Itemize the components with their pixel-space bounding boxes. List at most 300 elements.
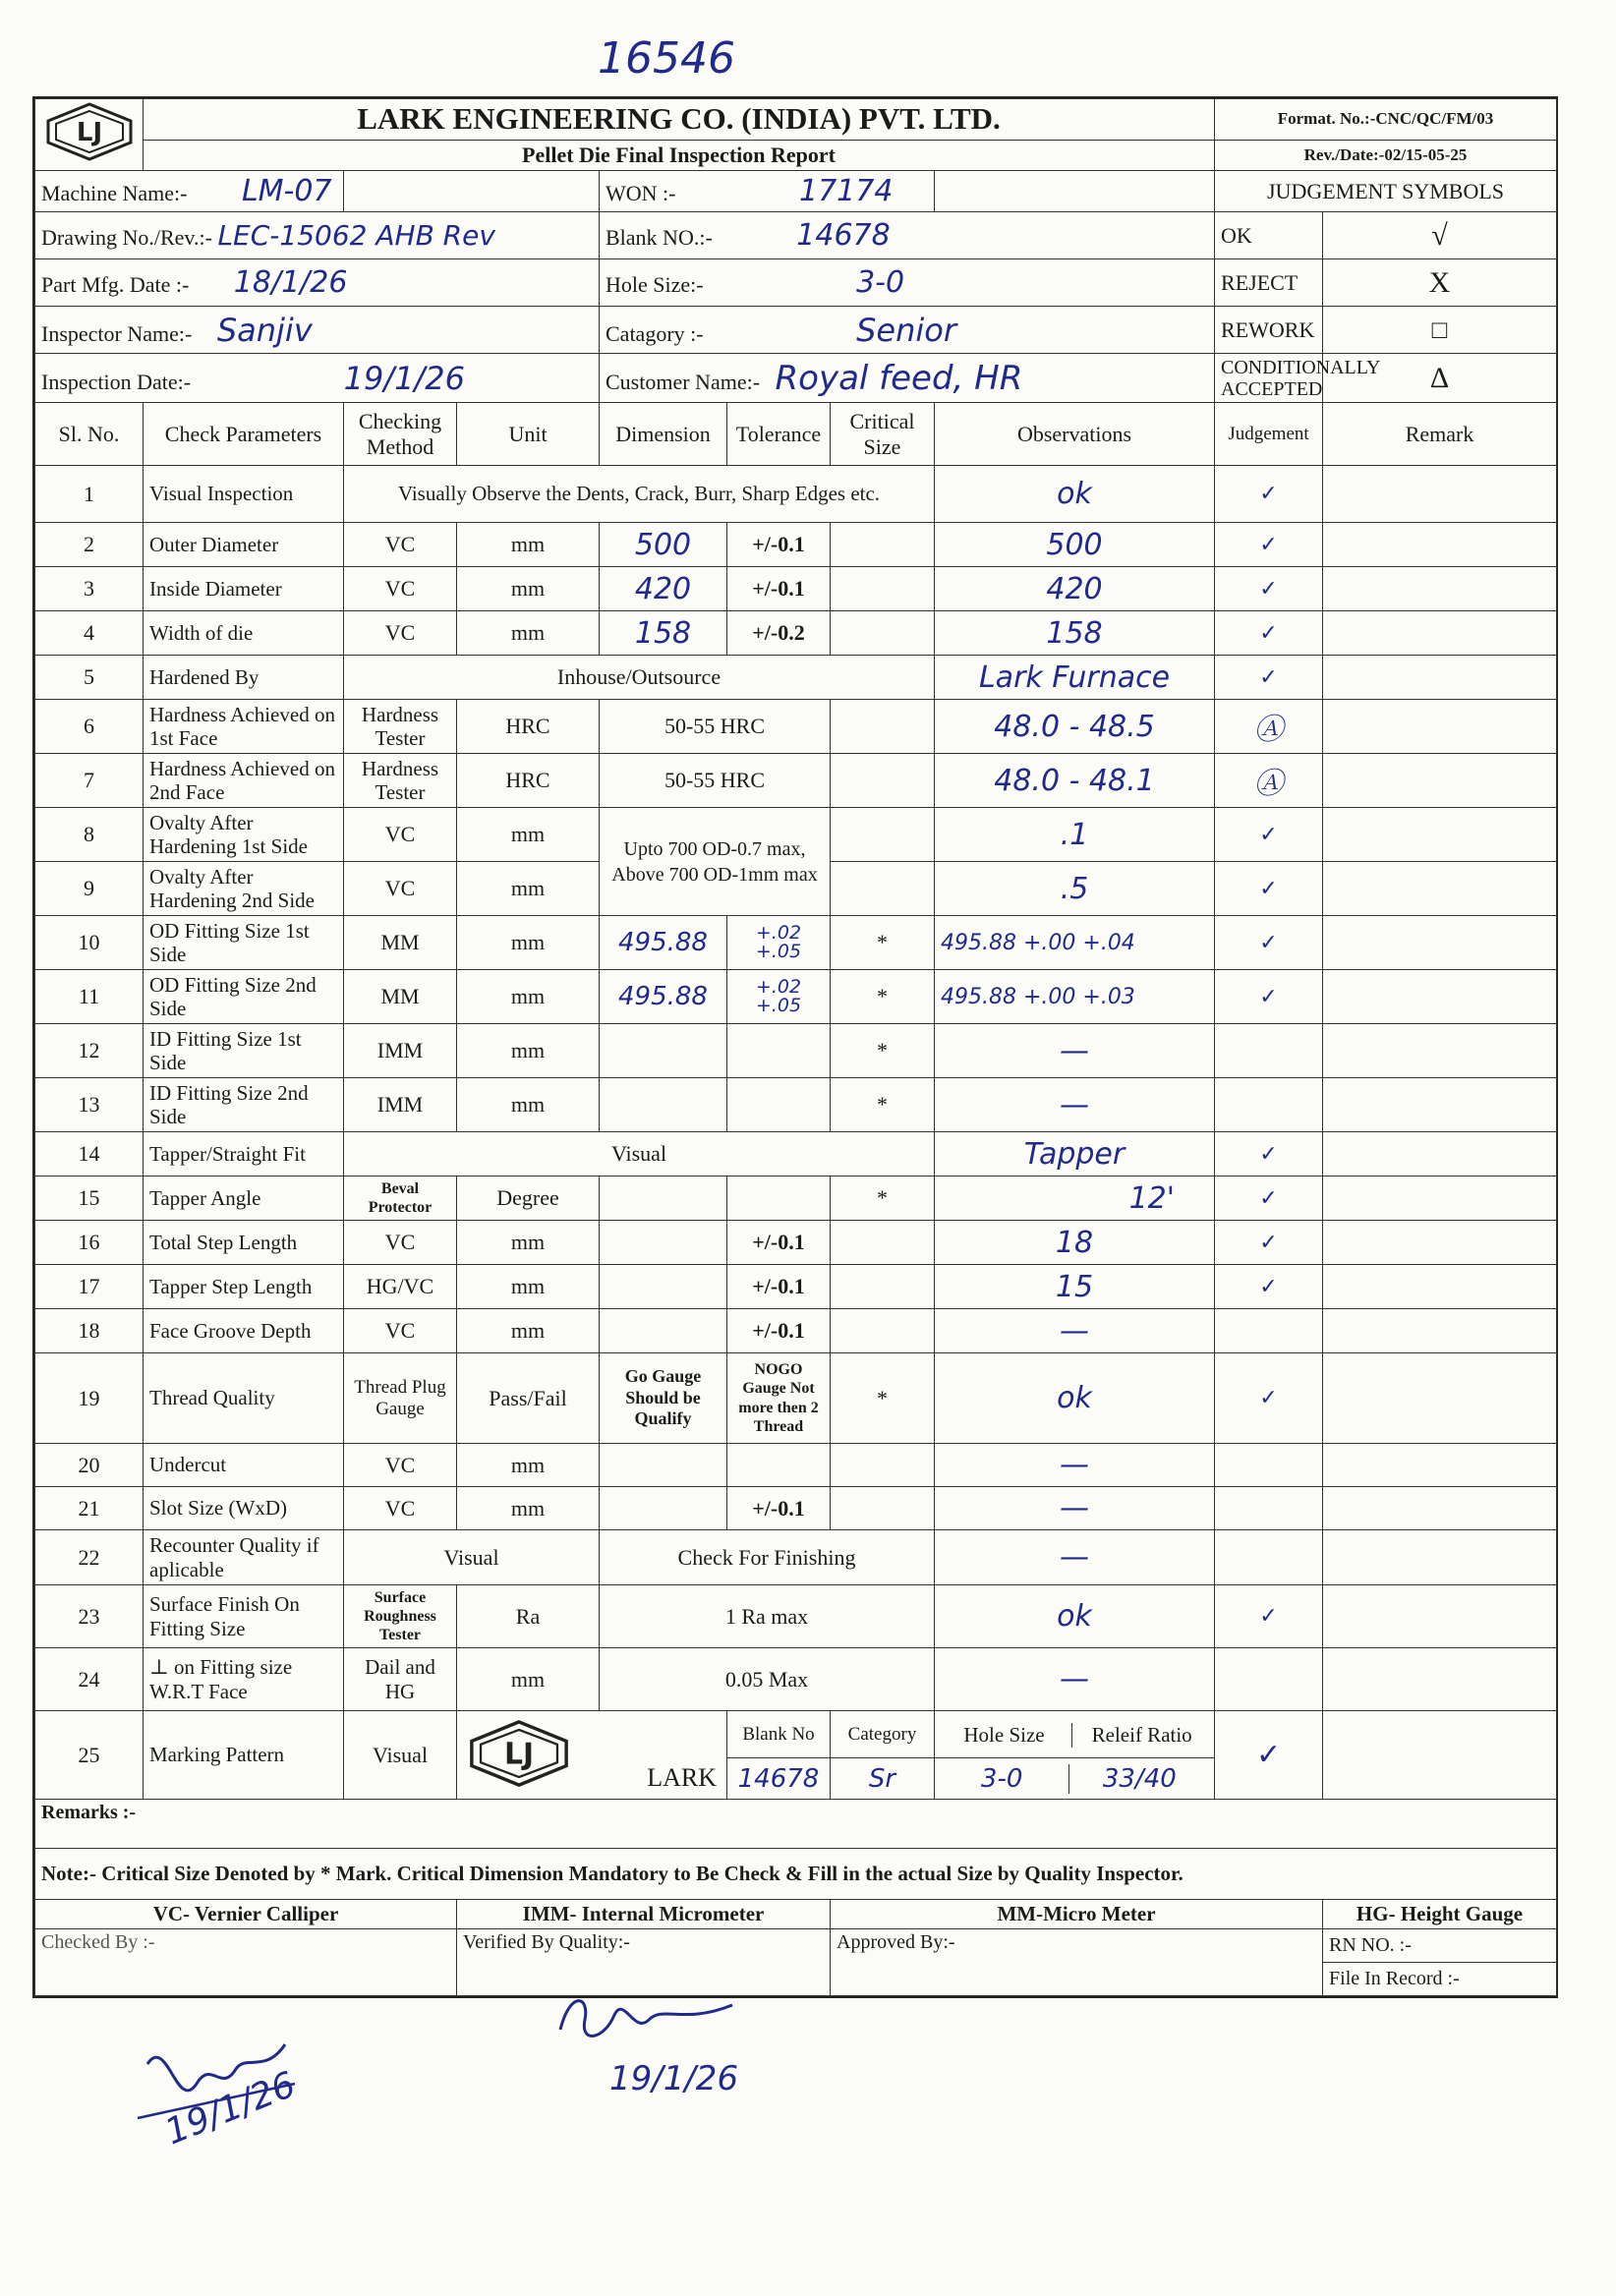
judgement: ✓	[1215, 1221, 1323, 1265]
judgement	[1215, 1648, 1323, 1711]
observation: 12'	[935, 1177, 1215, 1221]
judgement: Ⓐ	[1215, 700, 1323, 754]
table-row	[35, 1024, 1557, 1078]
dimension-spec: 0.05 Max	[600, 1648, 935, 1711]
lark-logo-icon	[42, 101, 137, 162]
blank-no-label: Blank No	[727, 1711, 831, 1758]
table-row	[35, 1078, 1557, 1132]
remark	[1323, 611, 1557, 656]
hole-size-label: Hole Size:-	[606, 272, 704, 297]
judgement: ✓	[1215, 466, 1323, 523]
dimension	[600, 1177, 727, 1221]
check-parameter: Recounter Quality if aplicable	[144, 1530, 344, 1585]
critical-size	[831, 1221, 935, 1265]
dimension: 420	[600, 567, 727, 611]
judgement	[1215, 1309, 1323, 1353]
check-parameter: ID Fitting Size 1st Side	[144, 1024, 344, 1078]
remark	[1323, 1078, 1557, 1132]
observation: 495.88 +.00 +.04	[935, 916, 1215, 970]
dimension-spec: 1 Ra max	[600, 1585, 935, 1648]
critical-size	[831, 523, 935, 567]
tolerance: +/-0.1	[727, 523, 831, 567]
checking-method: VC	[344, 808, 457, 862]
machine-name-label: Machine Name:-	[41, 181, 188, 205]
table-row	[35, 1309, 1557, 1353]
observation: 15	[935, 1265, 1215, 1309]
symbol-conditional-label: CONDITIONALLY ACCEPTED	[1215, 354, 1323, 403]
tolerance	[727, 1444, 831, 1487]
row-number: 8	[35, 808, 144, 862]
symbol-ok-label: OK	[1215, 212, 1323, 259]
judgement	[1215, 1530, 1323, 1585]
observation: ok	[935, 1353, 1215, 1444]
row-number: 12	[35, 1024, 144, 1078]
judgement	[1215, 1444, 1323, 1487]
check-parameter: Hardness Achieved on 2nd Face	[144, 754, 344, 808]
mfg-date-label: Part Mfg. Date :-	[41, 272, 190, 297]
remark	[1323, 1177, 1557, 1221]
critical-size	[831, 611, 935, 656]
observation: .5	[935, 862, 1215, 916]
table-row	[35, 1177, 1557, 1221]
observation: —	[935, 1444, 1215, 1487]
lark-marking-logo-icon	[465, 1717, 573, 1790]
dimension	[600, 1221, 727, 1265]
table-row	[35, 523, 1557, 567]
critical-size	[831, 1309, 935, 1353]
unit: mm	[457, 1221, 600, 1265]
row-number: 15	[35, 1177, 144, 1221]
hole-size-value: 3-0	[856, 265, 905, 300]
table-row	[35, 1353, 1557, 1444]
row-number: 4	[35, 611, 144, 656]
observation: —	[935, 1648, 1215, 1711]
tolerance	[727, 1078, 831, 1132]
judgement: ✓	[1215, 970, 1323, 1024]
table-row	[35, 1132, 1557, 1177]
judgement: ✓	[1215, 1711, 1323, 1800]
tolerance: +/-0.1	[727, 1487, 831, 1530]
observation: 500	[935, 523, 1215, 567]
judgement: Ⓐ	[1215, 754, 1323, 808]
observation: ok	[935, 1585, 1215, 1648]
tolerance: +/-0.1	[727, 567, 831, 611]
check-parameter: Ovalty After Hardening 2nd Side	[144, 862, 344, 916]
unit: mm	[457, 970, 600, 1024]
table-row	[35, 1487, 1557, 1530]
row-number: 11	[35, 970, 144, 1024]
observation: 420	[935, 567, 1215, 611]
hole-relief-values	[935, 1758, 1215, 1800]
checking-method: Beval Protector	[344, 1177, 457, 1221]
critical-size	[831, 1487, 935, 1530]
row-number: 13	[35, 1078, 144, 1132]
observation: —	[935, 1487, 1215, 1530]
observation: ok	[935, 466, 1215, 523]
dimension: 500	[600, 523, 727, 567]
remark	[1323, 656, 1557, 700]
row-number: 3	[35, 567, 144, 611]
judgement	[1215, 1487, 1323, 1530]
row-number: 17	[35, 1265, 144, 1309]
remark	[1323, 1353, 1557, 1444]
dimension-spec: Check For Finishing	[600, 1530, 935, 1585]
remarks: Remarks :-	[35, 1800, 1557, 1849]
checking-method: VC	[344, 862, 457, 916]
observation: 18	[935, 1221, 1215, 1265]
judgement: ✓	[1215, 808, 1323, 862]
legend-vc: VC- Vernier Calliper	[35, 1900, 457, 1929]
check-parameter: Hardness Achieved on 1st Face	[144, 700, 344, 754]
dimension	[600, 1487, 727, 1530]
check-parameter: ID Fitting Size 2nd Side	[144, 1078, 344, 1132]
hole-relief-labels	[935, 1711, 1215, 1758]
tolerance: NOGO Gauge Not more then 2 Thread	[727, 1353, 831, 1444]
row-number: 9	[35, 862, 144, 916]
verified-by: Verified By Quality:-	[457, 1929, 831, 1996]
checking-method: Visual	[344, 1711, 457, 1800]
remark	[1323, 466, 1557, 523]
blank-label: Blank NO.:-	[606, 225, 713, 250]
category-label: Category	[831, 1711, 935, 1758]
table-row	[35, 808, 1557, 862]
category-field	[600, 307, 1215, 354]
col-dimension: Dimension	[600, 403, 727, 466]
judgement: ✓	[1215, 1132, 1323, 1177]
unit: HRC	[457, 754, 600, 808]
check-parameter: ⊥ on Fitting size W.R.T Face	[144, 1648, 344, 1711]
hole-size-label: Hole Size	[963, 1722, 1045, 1747]
remark	[1323, 1024, 1557, 1078]
table-row	[35, 611, 1557, 656]
legend-mm: MM-Micro Meter	[831, 1900, 1323, 1929]
checking-method: MM	[344, 916, 457, 970]
remark	[1323, 916, 1557, 970]
customer-field	[600, 354, 1215, 403]
blank-value: 14678	[796, 218, 891, 253]
unit: HRC	[457, 700, 600, 754]
remark	[1323, 1444, 1557, 1487]
col-check-parameters: Check Parameters	[144, 403, 344, 466]
drawing-value: LEC-15062 AHB Rev	[217, 219, 495, 252]
won-value: 17174	[798, 174, 894, 208]
checking-method: VC	[344, 1309, 457, 1353]
row-number: 14	[35, 1132, 144, 1177]
row-number: 22	[35, 1530, 144, 1585]
symbol-rework: □	[1323, 307, 1557, 354]
check-parameter: Total Step Length	[144, 1221, 344, 1265]
dimension	[600, 1309, 727, 1353]
dimension-spec: 50-55 HRC	[600, 754, 831, 808]
table-row	[35, 754, 1557, 808]
row-number: 21	[35, 1487, 144, 1530]
tolerance	[727, 1024, 831, 1078]
col-critical-size: Critical Size	[831, 403, 935, 466]
won-field	[600, 171, 935, 212]
category-value: Senior	[856, 311, 956, 349]
table-row	[35, 1530, 1557, 1585]
symbol-rework-label: REWORK	[1215, 307, 1323, 354]
svg-text:LJ: LJ	[76, 118, 102, 147]
check-parameter: Visual Inspection	[144, 466, 344, 523]
tolerance: +.02 +.05	[727, 916, 831, 970]
judgement	[1215, 1078, 1323, 1132]
checking-method: VC	[344, 523, 457, 567]
unit: mm	[457, 862, 600, 916]
customer-value: Royal feed, HR	[775, 358, 1023, 398]
tolerance	[727, 1177, 831, 1221]
checking-method: MM	[344, 970, 457, 1024]
inspection-date-field	[35, 354, 600, 403]
unit: mm	[457, 1309, 600, 1353]
company-logo	[35, 99, 144, 171]
unit: mm	[457, 1078, 600, 1132]
inspection-report-sheet	[32, 96, 1558, 1998]
checking-method: IMM	[344, 1024, 457, 1078]
table-row	[35, 1265, 1557, 1309]
tolerance: +/-0.1	[727, 1309, 831, 1353]
table-row	[35, 1711, 1557, 1758]
dimension: 158	[600, 611, 727, 656]
critical-size: *	[831, 1078, 935, 1132]
hole-size-field	[600, 259, 1215, 307]
dimension	[600, 1024, 727, 1078]
machine-name-field	[35, 171, 344, 212]
hole-size-value: 3-0	[980, 1763, 1023, 1794]
judgement-symbols-title: JUDGEMENT SYMBOLS	[1215, 171, 1557, 212]
inspector-value: Sanjiv	[216, 311, 313, 349]
observation: Tapper	[935, 1132, 1215, 1177]
check-parameter: Undercut	[144, 1444, 344, 1487]
col-observations: Observations	[935, 403, 1215, 466]
remark	[1323, 808, 1557, 862]
judgement: ✓	[1215, 1585, 1323, 1648]
checking-method: HG/VC	[344, 1265, 457, 1309]
tolerance: +/-0.2	[727, 611, 831, 656]
table-row	[35, 567, 1557, 611]
unit: mm	[457, 1487, 600, 1530]
observation: 48.0 - 48.5	[935, 700, 1215, 754]
critical-size: *	[831, 1177, 935, 1221]
remark	[1323, 1530, 1557, 1585]
observation: 495.88 +.00 +.03	[935, 970, 1215, 1024]
inspector-field	[35, 307, 600, 354]
format-number: Format. No.:-CNC/QC/FM/03	[1215, 99, 1557, 141]
row-number: 16	[35, 1221, 144, 1265]
tolerance: +.02 +.05	[727, 970, 831, 1024]
check-parameter: Face Groove Depth	[144, 1309, 344, 1353]
check-parameter: Tapper Angle	[144, 1177, 344, 1221]
table-row	[35, 700, 1557, 754]
relief-ratio-value: 33/40	[1068, 1764, 1209, 1794]
blank-field	[600, 212, 1215, 259]
svg-text:LJ: LJ	[503, 1737, 535, 1772]
unit: Ra	[457, 1585, 600, 1648]
critical-size: *	[831, 1024, 935, 1078]
method-spec: Visually Observe the Dents, Crack, Burr, Sharp Edges etc.	[344, 466, 935, 523]
legend-hg: HG- Height Gauge	[1323, 1900, 1557, 1929]
checking-method: Dail and HG	[344, 1648, 457, 1711]
critical-size: *	[831, 970, 935, 1024]
check-parameter: Tapper/Straight Fit	[144, 1132, 344, 1177]
col-tolerance: Tolerance	[727, 403, 831, 466]
critical-size	[831, 700, 935, 754]
check-parameter: OD Fitting Size 1st Side	[144, 916, 344, 970]
inspector-label: Inspector Name:-	[41, 320, 193, 346]
symbol-ok: √	[1323, 212, 1557, 259]
observation: Lark Furnace	[935, 656, 1215, 700]
critical-size	[831, 1444, 935, 1487]
table-row	[35, 1648, 1557, 1711]
col-judgement: Judgement	[1215, 403, 1323, 466]
checking-method: Surface Roughness Tester	[344, 1585, 457, 1648]
col-unit: Unit	[457, 403, 600, 466]
unit: Degree	[457, 1177, 600, 1221]
observation: —	[935, 1024, 1215, 1078]
unit: mm	[457, 1265, 600, 1309]
check-parameter: Thread Quality	[144, 1353, 344, 1444]
checking-method: VC	[344, 567, 457, 611]
row-number: 20	[35, 1444, 144, 1487]
observation: .1	[935, 808, 1215, 862]
inspection-date-label: Inspection Date:-	[41, 369, 192, 394]
row-number: 19	[35, 1353, 144, 1444]
revision-date: Rev./Date:-02/15-05-25	[1215, 140, 1557, 170]
won-label: WON :-	[606, 181, 676, 205]
row-number: 23	[35, 1585, 144, 1648]
unit: mm	[457, 1444, 600, 1487]
checking-method: Hardness Tester	[344, 700, 457, 754]
remark	[1323, 1132, 1557, 1177]
ovalty-spec: Upto 700 OD-0.7 max, Above 700 OD-1mm max	[600, 808, 831, 916]
checked-by: Checked By :-	[35, 1929, 457, 1996]
dimension: 495.88	[600, 970, 727, 1024]
machine-name-value: LM-07	[241, 174, 332, 208]
unit: mm	[457, 611, 600, 656]
remark	[1323, 1221, 1557, 1265]
judgement: ✓	[1215, 523, 1323, 567]
checking-method: VC	[344, 611, 457, 656]
checking-method: Visual	[344, 1530, 600, 1585]
checking-method: VC	[344, 1444, 457, 1487]
observation: 158	[935, 611, 1215, 656]
judgement: ✓	[1215, 656, 1323, 700]
verified-by-date: 19/1/26	[609, 2059, 739, 2098]
blank-no-value: 14678	[727, 1758, 831, 1800]
marking-logo	[457, 1711, 727, 1800]
check-parameter: Outer Diameter	[144, 523, 344, 567]
judgement: ✓	[1215, 1353, 1323, 1444]
remark	[1323, 700, 1557, 754]
method-spec: Inhouse/Outsource	[344, 656, 935, 700]
legend-imm: IMM- Internal Micrometer	[457, 1900, 831, 1929]
mfg-date-value: 18/1/26	[233, 265, 348, 300]
row-number: 1	[35, 466, 144, 523]
judgement: ✓	[1215, 862, 1323, 916]
dimension: 495.88	[600, 916, 727, 970]
observation: 48.0 - 48.1	[935, 754, 1215, 808]
remark	[1323, 523, 1557, 567]
remark	[1323, 1585, 1557, 1648]
relief-ratio-label: Releif Ratio	[1071, 1723, 1212, 1748]
row-number: 24	[35, 1648, 144, 1711]
col-remark: Remark	[1323, 403, 1557, 466]
observation: —	[935, 1530, 1215, 1585]
check-parameter: Inside Diameter	[144, 567, 344, 611]
critical-size: *	[831, 916, 935, 970]
checking-method: Hardness Tester	[344, 754, 457, 808]
judgement: ✓	[1215, 611, 1323, 656]
category-value: Sr	[831, 1758, 935, 1800]
judgement: ✓	[1215, 1177, 1323, 1221]
checked-by-date: 19/1/26	[159, 2064, 302, 2153]
remark	[1323, 862, 1557, 916]
col-checking-method: Checking Method	[344, 403, 457, 466]
mfg-date-field	[35, 259, 600, 307]
row-number: 25	[35, 1711, 144, 1800]
critical-size: *	[831, 1353, 935, 1444]
row-number: 5	[35, 656, 144, 700]
row-number: 18	[35, 1309, 144, 1353]
rn-no: RN NO. :-	[1323, 1929, 1557, 1963]
dimension-spec: 50-55 HRC	[600, 700, 831, 754]
remark	[1323, 567, 1557, 611]
company-name: LARK ENGINEERING CO. (INDIA) PVT. LTD.	[144, 99, 1215, 141]
check-parameter: Hardened By	[144, 656, 344, 700]
observation: —	[935, 1309, 1215, 1353]
row-number: 6	[35, 700, 144, 754]
table-row	[35, 1444, 1557, 1487]
document-number: 16546	[598, 33, 735, 84]
critical-size	[831, 567, 935, 611]
customer-label: Customer Name:-	[606, 369, 761, 394]
col-sl-no: Sl. No.	[35, 403, 144, 466]
tolerance: +/-0.1	[727, 1265, 831, 1309]
check-parameter: Slot Size (WxD)	[144, 1487, 344, 1530]
remark	[1323, 1265, 1557, 1309]
judgement: ✓	[1215, 567, 1323, 611]
checking-method: VC	[344, 1487, 457, 1530]
dimension: Go Gauge Should be Qualify	[600, 1353, 727, 1444]
symbol-reject-label: REJECT	[1215, 259, 1323, 307]
remark	[1323, 754, 1557, 808]
remark	[1323, 1711, 1557, 1800]
table-row	[35, 656, 1557, 700]
unit: mm	[457, 916, 600, 970]
table-row	[35, 1221, 1557, 1265]
check-parameter: Marking Pattern	[144, 1711, 344, 1800]
unit: Pass/Fail	[457, 1353, 600, 1444]
category-label: Catagory :-	[606, 320, 704, 346]
critical-size	[831, 1265, 935, 1309]
check-parameter: Surface Finish On Fitting Size	[144, 1585, 344, 1648]
check-parameter: Width of die	[144, 611, 344, 656]
row-number: 2	[35, 523, 144, 567]
inspection-table	[34, 98, 1557, 1996]
check-parameter: OD Fitting Size 2nd Side	[144, 970, 344, 1024]
brand-mark: LARK	[647, 1763, 717, 1792]
critical-size	[831, 754, 935, 808]
approved-by: Approved By:-	[831, 1929, 1323, 1996]
unit: mm	[457, 1024, 600, 1078]
critical-size	[831, 862, 935, 916]
table-row	[35, 1585, 1557, 1648]
dimension	[600, 1265, 727, 1309]
remark	[1323, 1309, 1557, 1353]
drawing-label: Drawing No./Rev.:-	[41, 225, 212, 250]
checking-method: Thread Plug Gauge	[344, 1353, 457, 1444]
symbol-reject: X	[1323, 259, 1557, 307]
